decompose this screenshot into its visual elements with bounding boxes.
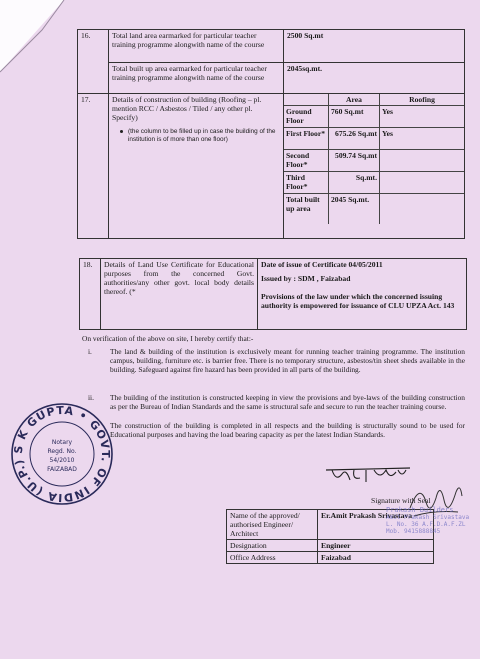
land-area-label: Total land area earmarked for particular teacher training programme alongwith name of the course	[109, 30, 284, 63]
item-number: ii.	[88, 393, 94, 402]
seal-ring-text: S K GUPTA • GOVT. OF INDIA (U.P.)	[11, 403, 113, 505]
detail-value: Er.Amit Prakash Srivastava	[318, 510, 434, 540]
floor-area: 675.26 Sq.mt	[329, 128, 380, 150]
seal-center-line: FAIZABAD	[47, 466, 77, 473]
construction-note	[120, 128, 280, 144]
stamp-line: L. No. 36 A.F.D.A.F.ZL	[386, 521, 466, 528]
construction-note-text: (the column to be filled up in case the building of the institution is of more than one floor)	[128, 128, 276, 143]
infrastructure-table	[77, 29, 465, 239]
built-area-label: Total built up area earmarked for particular teacher training programme alongwith name of the course	[109, 63, 284, 94]
verification-item: The construction of the building is completed in all respects and the building is structurally sound to be used for Educational purposes and having the load bearing capacity as per the latest Indian Standards.	[110, 421, 465, 440]
notary-seal	[8, 400, 116, 508]
detail-value: Faizabad	[318, 552, 434, 564]
floor-roofing	[380, 172, 465, 194]
floor-area: 760 Sq.mt	[329, 106, 380, 128]
construction-details-cell	[109, 94, 284, 239]
land-use-table	[79, 258, 467, 330]
verification-item: The land & building of the institution is exclusively meant for running teacher training programme. The institution campus, building, furniture etc. is barrier free. There is no temporary structure, asbestos/tin sheet sheds available in the building. Safeguard against fire hazard has been provided in all parts of the building.	[110, 347, 465, 375]
seal-center-line: Regd. No.	[47, 448, 77, 455]
seal-center-line: 54/2010	[49, 457, 75, 464]
floor-name: Second Floor*	[284, 150, 329, 172]
detail-label: Office Address	[227, 552, 318, 564]
signature-label: Signature with Seal	[227, 495, 434, 510]
floor-table	[284, 94, 464, 224]
area-header: Area	[329, 94, 380, 106]
detail-value: Engineer	[318, 540, 434, 552]
floor-area: 509.74 Sq.mt	[329, 150, 380, 172]
roofing-header: Roofing	[380, 94, 465, 106]
floor-area: Sq.mt.	[329, 172, 380, 194]
floor-roofing: Yes	[380, 106, 465, 128]
floor-table-cell	[284, 94, 465, 239]
row-number: 18.	[80, 259, 101, 330]
land-use-details	[258, 259, 467, 330]
stamp-line: Prakash Builders	[386, 506, 454, 514]
floor-name: Ground Floor	[284, 106, 329, 128]
provisions-text: Provisions of the law under which the concerned issuing authority is empowered for issuance of CLU UPZA Act. 143	[261, 292, 455, 310]
builder-stamp	[386, 507, 476, 535]
hindi-signature-image	[324, 462, 414, 488]
folded-corner	[0, 0, 70, 80]
stamp-line: Mob. 9415888845	[386, 528, 441, 535]
stamp-line: Amit Prakash Srivastava	[386, 514, 470, 521]
floor-name: First Floor*	[284, 128, 329, 150]
floor-name: Third Floor*	[284, 172, 329, 194]
row-number: 16.	[78, 30, 109, 94]
floor-area: 2045 Sq.mt.	[329, 194, 380, 224]
floor-roofing	[380, 150, 465, 172]
seal-center-line: Notary	[51, 439, 73, 446]
verification-item: The building of the institution is constructed keeping in view the provisions and bye-laws of the building construction as per the Bureau of Indian Standards and the same is structural safe and secure to run the teacher training course.	[110, 393, 465, 412]
item-number: i.	[88, 347, 92, 356]
verification-intro: On verification of the above on site, I hereby certify that:-	[82, 334, 254, 343]
land-use-label: Details of Land Use Certificate for Educational purposes from the concerned Govt. authorities/any other govt. local body details thereof. (*	[101, 259, 258, 330]
land-area-value: 2500 Sq.mt	[284, 30, 465, 63]
floor-roofing: Yes	[380, 128, 465, 150]
detail-label: Name of the approved/ authorised Engineer/ Architect	[227, 510, 318, 540]
certificate-date: Date of issue of Certificate 04/05/2011	[261, 260, 383, 269]
detail-label: Designation	[227, 540, 318, 552]
construction-label: Details of construction of building (Roofing – pl. mention RCC / Asbestos / Tiled / any other pl. Specify)	[112, 95, 262, 122]
issued-by: Issued by : SDM , Faizabad	[261, 274, 351, 283]
row-number: 17.	[78, 94, 109, 239]
floor-roofing	[380, 194, 465, 224]
floor-name: Total built up area	[284, 194, 329, 224]
built-area-value: 2045sq.mt.	[284, 63, 465, 94]
bullet-icon	[120, 130, 123, 133]
